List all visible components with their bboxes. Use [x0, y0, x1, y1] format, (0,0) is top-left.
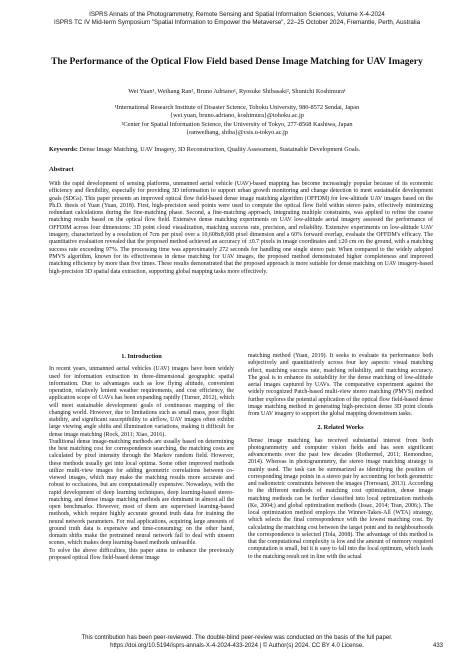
- keywords-label: Keywords:: [49, 146, 78, 153]
- affiliation-1-email: {wei.yuan, bruno.adriano, koshimura}@tohoku.ac.jp: [170, 112, 304, 119]
- affiliation-2-email: {ranweihang, shiba}@csis.u-tokyo.ac.jp: [186, 129, 288, 136]
- intro-paragraph-2: Traditional dense image-matching methods are usually based on determining the best matching cost for correspondence searching, the matching costs are calculated by pixel intensity through the Markov random field. However, these methods usually get into local optima. Some other improved methods utilize multi-view images for adding geometric correlations between co-viewed images, which may make the matching results more accurate and robust to occlusions, but are computationally expensive. Nowadays, with the rapid development of deep learning techniques, deep learning-based stereo-matching, and dense image matching methods are dominant in almost all the open benchmarks. However, most of them are supervised learning-based methods, which require highly accurate ground truth data for training the neural network parameters. For real applications, acquiring large amounts of ground truth data is expensive and time-consuming; on the other hand, domain shifts make the pretrained neural network fail to deal with unseen scenes, which makes deep learning-based methods unfeasible.: [49, 438, 234, 547]
- running-header-symposium: ISPRS TC IV Mid-term Symposium "Spatial Information to Empower the Metaverse", 22–25 October 2024, Fremantle, Perth, Australia: [53, 19, 421, 26]
- affiliation-1: ¹International Research Institute of Disaster Science, Tohoku University, 980-8572 Sendai, Japan: [114, 104, 360, 111]
- page-footer: [0, 635, 474, 650]
- footer-review-note: This contribution has been peer-reviewed. The double-blind peer-review was conducted on the basis of the full paper.: [81, 635, 393, 641]
- footer-doi-license: https://doi.org/10.5194/isprs-annals-X-4-2024-433-2024 | © Author(s) 2024. CC BY 4.0 License.: [110, 642, 364, 649]
- left-column: [49, 353, 234, 562]
- affiliation-2: ²Center for Spatial Information Science, the University of Tokyo, 277-8568 Kashiwa, Japan: [121, 121, 353, 128]
- keywords-text: Dense Image Matching, UAV Imagery, 3D Reconstruction, Quality Assessment, Sustainable Development Goals.: [77, 146, 361, 153]
- section-heading-introduction: 1. Introduction: [121, 353, 162, 360]
- section-heading-related-works: 2. Related Works: [317, 424, 364, 432]
- abstract-heading: Abstract: [49, 166, 74, 173]
- author-list: Wei Yuan¹, Weihang Ran², Bruno Adriano¹, Ryosuke Shibasaki², Shunichi Koshimura¹: [128, 88, 346, 95]
- keywords: [49, 146, 433, 153]
- intro-paragraph-3: To solve the above difficulties, this paper aims to enhance the previously proposed optical flow field-based dense image: [49, 547, 234, 561]
- running-header-journal: ISPRS Annals of the Photogrammetry, Remote Sensing and Spatial Information Sciences, Volume X-4-2024: [89, 11, 385, 18]
- page-number: 433: [433, 643, 444, 649]
- paper-title: The Performance of the Optical Flow Field based Dense Image Matching for UAV Imagery: [51, 56, 423, 67]
- intro-paragraph-continued: matching method (Yuan, 2019). It seeks to evaluate its performance both subjectively and quantitatively across four key aspects: visual matching effect, matching success rate, matching reliability, and matching accuracy. The goal is to enhance its suitability for the dense matching of low-altitude aerial images captured by UAVs. The comparative experiment against the widely recognized Patch-based multi-view stereo matching (PMVS) method further explores the potential application of the optical flow field-based dense image matching method in generating high-precision dense 3D point clouds from UAV imagery to support the global mapping downstream tasks.: [248, 353, 433, 417]
- right-column: [248, 353, 433, 561]
- related-works-paragraph-1: Dense image matching has received substantial interest from both photogrammetry and computer vision fields and has seen significant advancements over the past few decades (Rothermel, 2011; Remondino, 2014). Whereas in photogrammetry, the stereo image matching strategy is mainly used. The task can be summarized as identifying the position of corresponding image points in a stereo pair by accounting for both geometric and radiometric constraints between the images (Torresani, 2013). According to the different methods of matching cost optimization, dense image matching methods can be further classified into local optimization methods (Ke, 2004;) and global optimization methods (Issac, 2014; Tran, 2006;). The local optimization method employs the Winner-Takes-All (WTA) strategy, which selects the final correspondence with the lowest matching cost. By calculating the matching cost between the target point and its neighbourhoods the correspondence is selected (Tola, 2008). The advantage of this method is that the computational complexity is low and the amount of memory required computation is small, but it is easy to fall into the local optimum, which leads to the matching result not in line with the actual: [248, 437, 433, 560]
- intro-paragraph-1: In recent years, unmanned aerial vehicles (UAV) images have been widely used for information extraction in three-dimensional geographic spatial information. Due to advantages such as low flying altitude, convenient operation, relatively lenient weather requirements, and cost efficiency, the application scope of UAVs has been expanding rapidly (Turner, 2012), which will meet sustainable development goals of continuous mapping of the changing world. However, due to limitations such as small mass, poor flight stability, and significant susceptibility to airflow, UAV images often exhibit large viewing angle shifts and illumination variations, making it difficult for dense image matching (Rock, 2011; Xiao, 2016).: [49, 366, 234, 438]
- abstract-text: With the rapid development of sensing platforms, unmanned aerial vehicle (UAV)-based mapping has become increasingly popular because of its economic efficiency and flexibility, especially for providing 3D information to support urban growth monitoring and change detection to meet sustainable development goals (SDGs). This paper presents an improved optical flow field-based dense image matching algorithm (OFFDM) for low-altitude UAV images based on the Ph.D. thesis of Yuan (Yuan, 2018). First, high-precision seed points were used to compute the optical flow field within stereo pairs, effectively minimizing redundant calculations during the fine-matching phase. Second, a fine-matching approach, integrating multiple constraints, was applied to refine the coarse matching results based on the optical flow field. Extensive dense matching experiments on UAV low-altitude aerial imagery assessed the performance of OFFDIM across four dimensions: 3D point cloud visualization, matching success rate, precision, and reliability. Extensive experiments on low-altitude UAV imagery, characterized by a resolution of 7cm per pixel over a 10,608x8,608 pixel dimension and a 60% forward overlap, evaluate the OFFDM's efficacy. The quantitative evaluation revealed that the proposed method achieved an accuracy of ±0.7 pixels in image coordinates and ±20 cm on the ground, with a matching success rate exceeding 97%. The processing time was approximately 272 seconds for handling one single stereo pair. When compared to the widely adopted PMVS algorithm, known for its effectiveness in dense matching for UAV images, the proposed method demonstrated higher completeness and improved matching efficiency by more than five times. These results demonstrated that the proposed approach is more suitable for dense matching on UAV imagery-based high-precision 3D spatial data extraction, supporting global mapping tasks more effectively.: [49, 181, 433, 275]
